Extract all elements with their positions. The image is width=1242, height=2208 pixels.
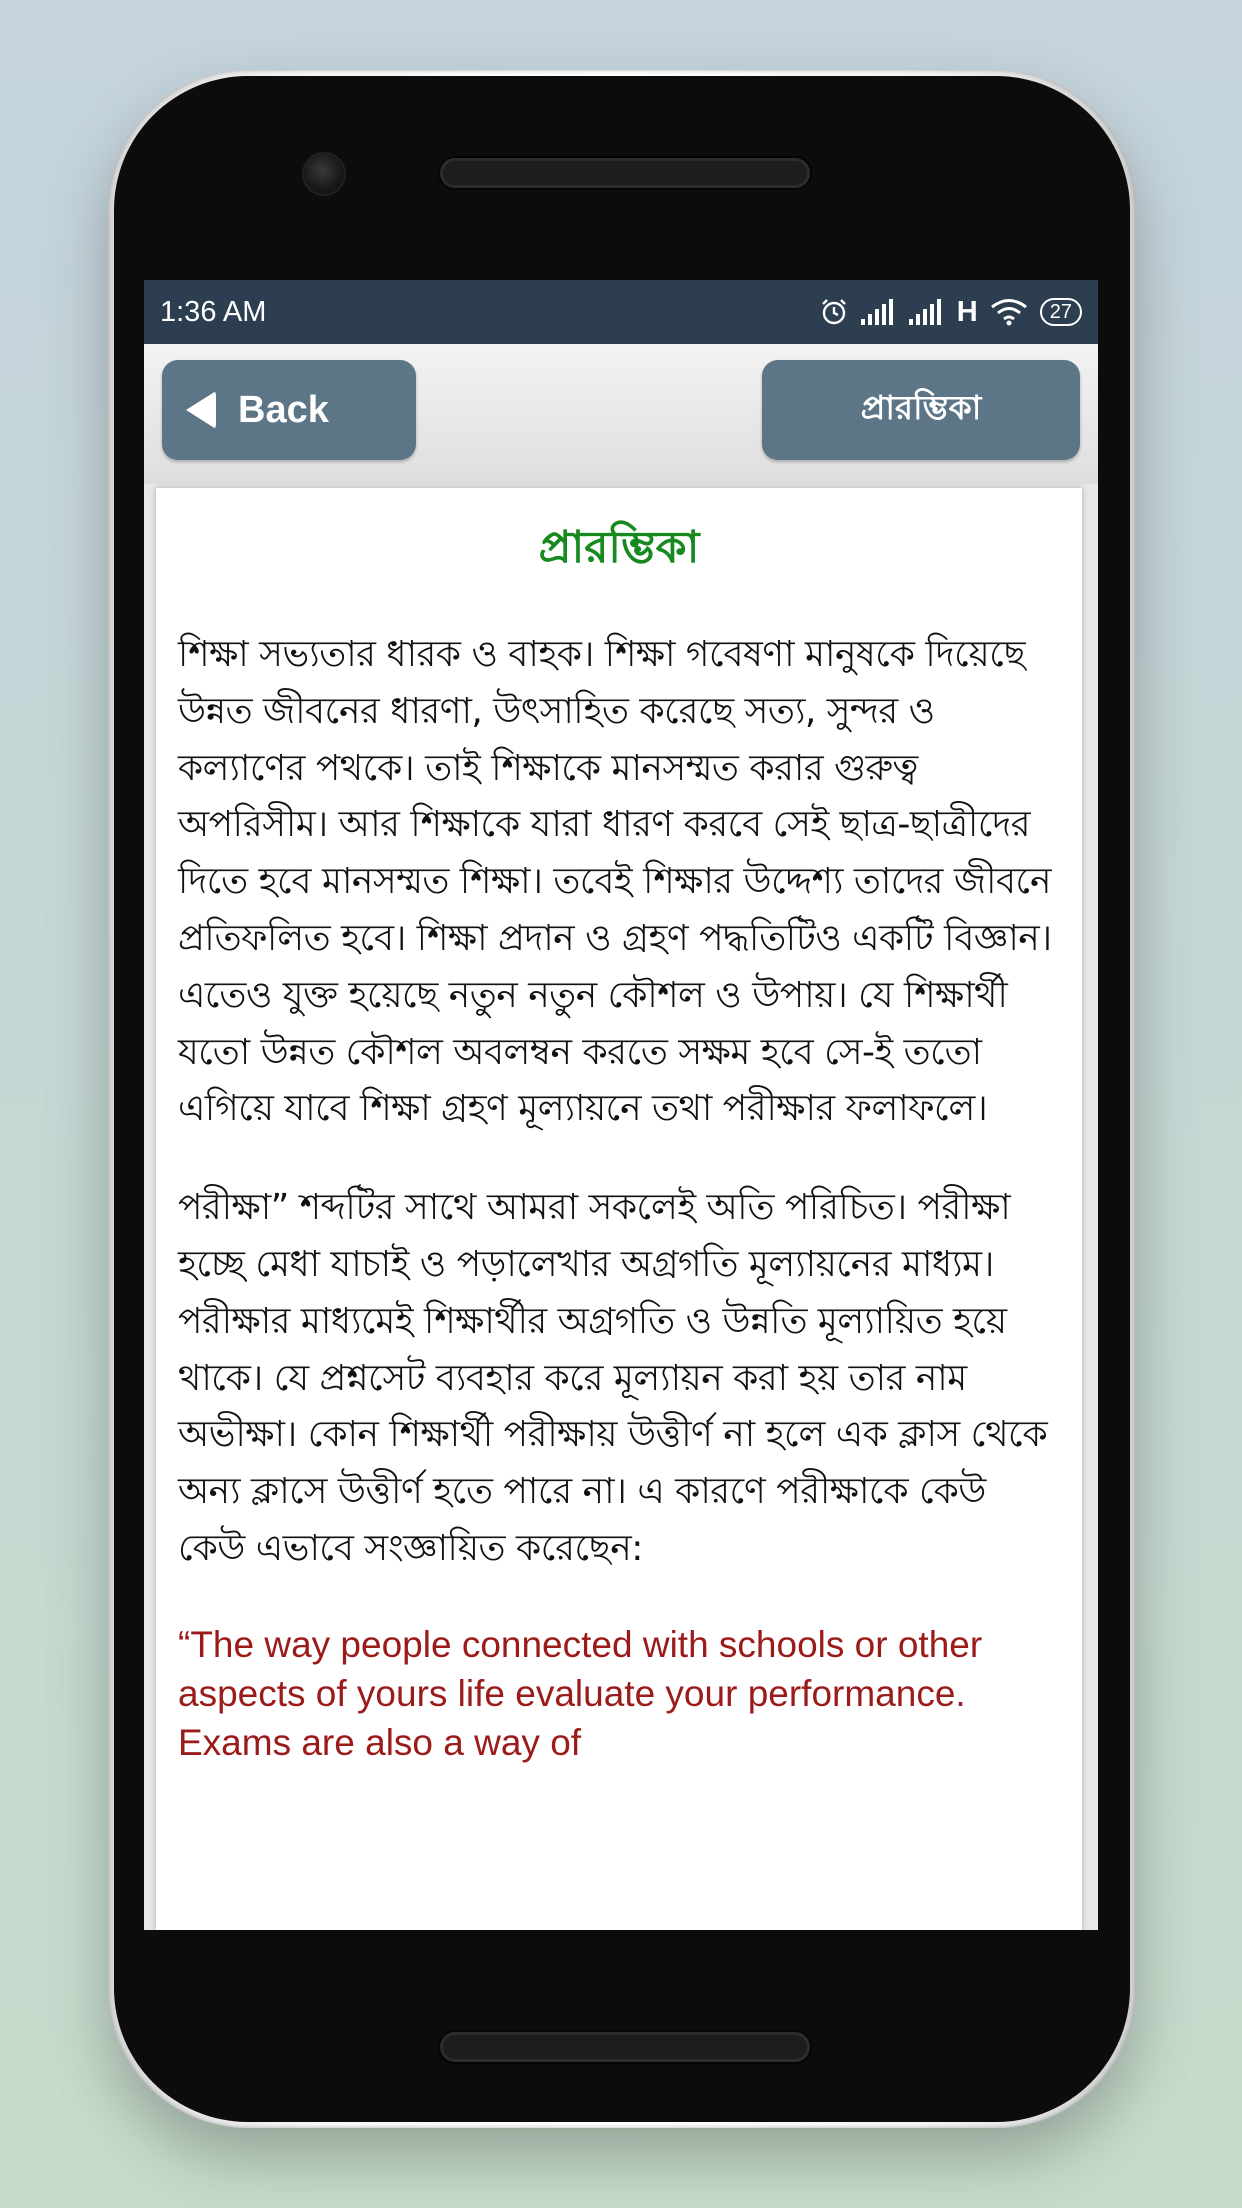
section-title-button[interactable] (762, 360, 1080, 460)
battery-icon: 27 (1040, 298, 1082, 326)
signal-icon (861, 299, 897, 325)
wifi-icon (990, 298, 1028, 326)
quote-text: “The way people connected with schools or other aspects of yours life evaluate your performance. Exams are also a way of (178, 1623, 983, 1763)
article-content[interactable] (156, 488, 1082, 1930)
section-title-label: প্রারম্ভিকা (860, 388, 982, 427)
back-arrow-icon (186, 391, 216, 429)
front-camera (304, 154, 344, 194)
back-button[interactable] (162, 360, 416, 460)
signal-icon (909, 299, 945, 325)
earpiece-speaker (440, 158, 810, 188)
page-title: প্রারম্ভিকা (538, 522, 700, 573)
status-bar (144, 280, 1098, 344)
status-time: 1:36 AM (160, 295, 267, 328)
bottom-speaker (440, 2032, 810, 2062)
back-button-label: Back (238, 388, 329, 431)
status-icons (819, 296, 1082, 329)
article-paragraph: শিক্ষা সভ্যতার ধারক ও বাহক। শিক্ষা গবেষণা মানুষকে দিয়েছে উন্নত জীবনের ধারণা, উৎসাহিত করেছে সত্য, সুন্দর ও কল্যাণের পথকে। তাই শিক্ষাকে মানসম্মত করার গুরুত্ব অপরিসীম। আর শিক্ষাকে যারা ধারণ করবে সেই ছাত্র-ছাত্রীদের দিতে হবে মানসম্মত শিক্ষা। তবেই শিক্ষার উদ্দেশ্য তাদের জীবনে প্রতিফলিত হবে। শিক্ষা প্রদান ও গ্রহণ পদ্ধতিটিও একটি বিজ্ঞান। এতেও যুক্ত হয়েছে নতুন নতুন কৌশল ও উপায়। যে শিক্ষার্থী যতো উন্নত কৌশল অবলম্বন করতে সক্ষম হবে সে-ই ততো এগিয়ে যাবে শিক্ষা গ্রহণ মূল্যায়নে তথা পরীক্ষার ফলাফলে। (178, 634, 1052, 1130)
network-type-label: H (956, 295, 978, 328)
alarm-icon (819, 297, 849, 327)
app-screen (144, 280, 1098, 1930)
article-paragraph: পরীক্ষা” শব্দটির সাথে আমরা সকলেই অতি পরিচিত। পরীক্ষা হচ্ছে মেধা যাচাই ও পড়ালেখার অগ্রগতি মূল্যায়নের মাধ্যম। পরীক্ষার মাধ্যমেই শিক্ষার্থীর অগ্রগতি ও উন্নতি মূল্যায়িত হয়ে থাকে। যে প্রশ্নসেট ব্যবহার করে মূল্যায়ন করা হয় তার নাম অভীক্ষা। কোন শিক্ষার্থী পরীক্ষায় উত্তীর্ণ না হলে এক ক্লাস থেকে অন্য ক্লাসে উত্তীর্ণ হতে পারে না। এ কারণে পরীক্ষাকে কেউ কেউ এভাবে সংজ্ঞায়িত করেছেন: (178, 1187, 1048, 1569)
top-toolbar (144, 344, 1098, 484)
